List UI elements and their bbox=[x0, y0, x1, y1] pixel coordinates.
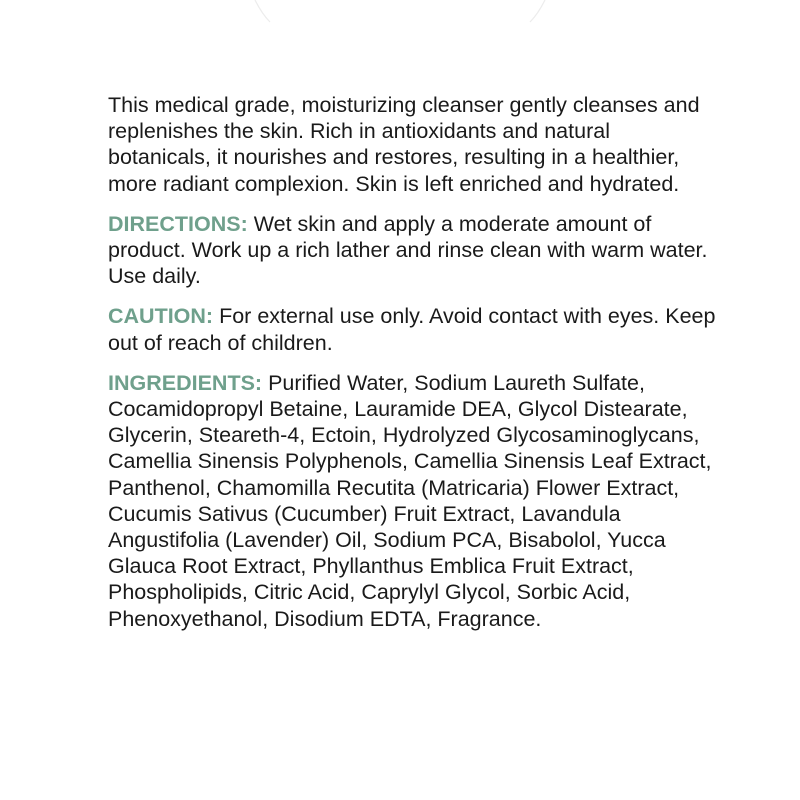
caution-heading: CAUTION: bbox=[108, 304, 214, 329]
caution-paragraph bbox=[108, 303, 718, 355]
ingredients-heading: INGREDIENTS: bbox=[108, 370, 263, 395]
intro-text: This medical grade, moisturizing cleanser gently cleanses and replenishes the skin. Rich in antioxidants and natural botanicals, it nourishes and restores, resulting in a healthier, more radiant complexion. Skin is left enriched and hydrated. bbox=[108, 93, 700, 196]
caution-text: For external use only. Avoid contact with eyes. Keep out of reach of children. bbox=[108, 304, 716, 355]
directions-paragraph bbox=[108, 211, 718, 290]
directions-text: Wet skin and apply a moderate amount of product. Work up a rich lather and rinse clean with warm water. Use daily. bbox=[108, 211, 708, 289]
intro-paragraph bbox=[108, 92, 718, 197]
directions-heading: DIRECTIONS: bbox=[108, 211, 248, 236]
product-label-text bbox=[108, 92, 718, 646]
background-curve-decoration bbox=[0, 0, 800, 40]
ingredients-paragraph bbox=[108, 370, 718, 632]
ingredients-text: Purified Water, Sodium Laureth Sulfate, Cocamidopropyl Betaine, Lauramide DEA, Glycol Distearate, Glycerin, Steareth-4, Ectoin, Hydrolyzed Glycosaminoglycans, Camellia Sinensis Polyphenols, Camellia Sinensis Leaf Extract, Panthenol, Chamomilla Recutita (Matricaria) Flower Extract, Cucumis Sativus (Cucumber) Fruit Extract, Lavandula Angustifolia (Lavender) Oil, Sodium PCA, Bisabolol, Yucca Glauca Root Extract, Phyllanthus Emblica Fruit Extract, Phospholipids, Citric Acid, Caprylyl Glycol, Sorbic Acid, Phenoxyethanol, Disodium EDTA, Fragrance. bbox=[108, 370, 712, 631]
